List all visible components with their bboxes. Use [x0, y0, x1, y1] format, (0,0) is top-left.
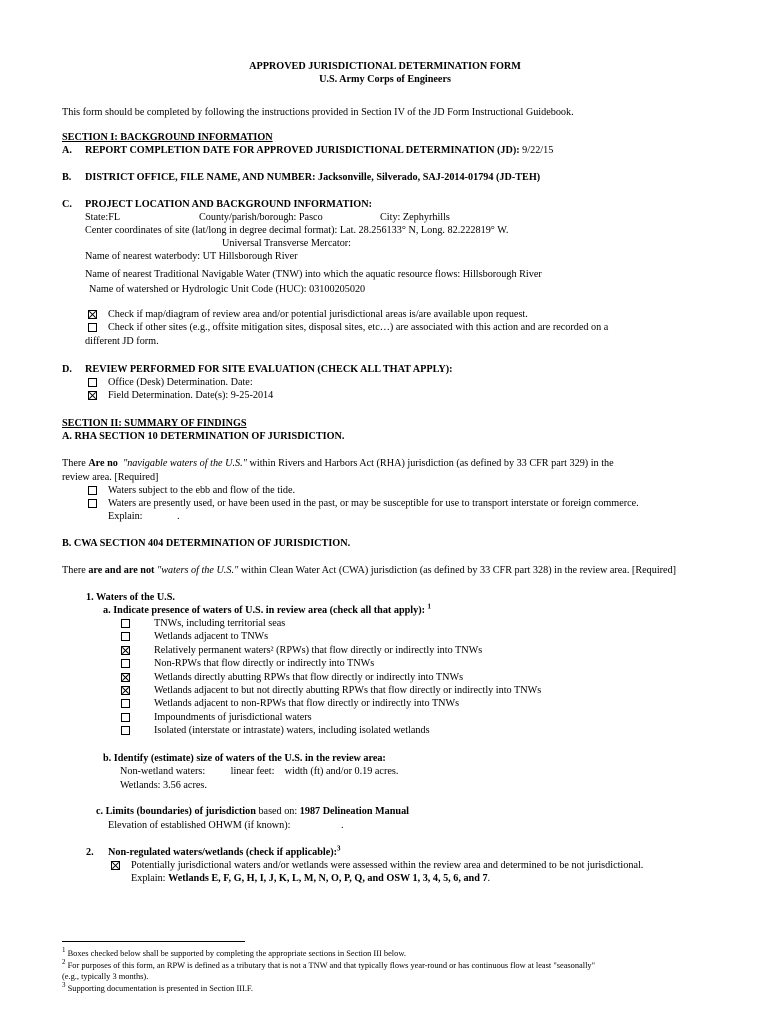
non-jurisdictional-checkbox[interactable]	[111, 861, 120, 870]
item-a-label: A.	[62, 145, 72, 156]
district-label: DISTRICT OFFICE, FILE NAME, AND NUMBER:	[85, 172, 316, 183]
waters-checkbox[interactable]	[121, 659, 130, 668]
ohwm-label: Elevation of established OHWM (if known):	[108, 820, 291, 831]
rha-italic: "navigable waters of the U.S."	[122, 458, 247, 469]
item2-number: 2.	[86, 847, 94, 858]
project-location-heading: PROJECT LOCATION AND BACKGROUND INFORMATION:	[85, 199, 372, 210]
rha-post: within Rivers and Harbors Act (RHA) jurisdiction (as defined by 33 CFR part 329) in the	[246, 458, 614, 469]
footnote-ref-3: 3	[337, 844, 341, 853]
waters-option-label: Wetlands adjacent to but not directly abutting RPWs that flow directly or indirectly into TNWs	[154, 685, 542, 696]
item1-heading: 1. Waters of the U.S.	[86, 592, 175, 603]
waters-checkbox[interactable]	[121, 726, 130, 735]
footnote-3	[62, 981, 254, 995]
item1a-text: a. Indicate presence of waters of U.S. in review area (check all that apply):	[103, 605, 425, 616]
commerce-label: Waters are presently used, or have been used in the past, or may be susceptible for use to transport interstate or foreign commerce.	[108, 498, 639, 509]
nearest-tnw[interactable]: Name of nearest Traditional Navigable Water (TNW) into which the aquatic resource flows: Hillsborough River	[85, 269, 542, 280]
intro-text: This form should be completed by following the instructions provided in Section IV of the JD Form Instructional Guidebook.	[62, 107, 574, 118]
non-jurisdictional-label: Potentially jurisdictional waters and/or wetlands were assessed within the review area and determined to be not jurisdictional.	[131, 860, 644, 871]
state-field[interactable]: State:FL	[85, 212, 121, 223]
item-c-label: C.	[62, 199, 72, 210]
ohwm-value[interactable]: .	[341, 820, 344, 831]
item1a-heading	[103, 604, 431, 617]
item2-text: Non-regulated waters/wetlands (check if applicable):	[108, 847, 338, 858]
item1c-mid: based on:	[255, 806, 300, 817]
waters-option-label: Relatively permanent waters² (RPWs) that flow directly or indirectly into TNWs	[154, 644, 483, 656]
waters-checkbox[interactable]	[121, 686, 130, 695]
waters-option-label: Isolated (interstate or intrastate) waters, including isolated wetlands	[154, 725, 430, 737]
explain-period: .	[487, 873, 491, 884]
form-title: APPROVED JURISDICTIONAL DETERMINATION FORM	[249, 61, 521, 72]
ebb-flow-label: Waters subject to the ebb and flow of the tide.	[108, 485, 296, 496]
footnote-1	[62, 946, 406, 960]
cwa-selection[interactable]: are and are not	[88, 565, 155, 576]
form-subtitle: U.S. Army Corps of Engineers	[319, 74, 451, 85]
other-sites-label: Check if other sites (e.g., offsite mitigation sites, disposal sites, etc…) are associated with this action and are recorded on a	[108, 322, 609, 333]
footnote-3-num: 3	[62, 981, 66, 990]
explain-prefix: Explain:	[131, 873, 169, 884]
report-date-line	[85, 144, 553, 157]
district-line	[85, 171, 540, 184]
item1b-heading: b. Identify (estimate) size of waters of the U.S. in the review area:	[103, 753, 386, 764]
review-performed-heading: REVIEW PERFORMED FOR SITE EVALUATION (CHECK ALL THAT APPLY):	[85, 364, 453, 375]
waters-option-label: TNWs, including territorial seas	[154, 618, 286, 629]
item-d-label: D.	[62, 364, 72, 375]
footnote-2	[62, 958, 596, 972]
waters-option-label: Wetlands adjacent to non-RPWs that flow directly or indirectly into TNWs	[154, 698, 460, 710]
field-determination-checkbox[interactable]	[88, 391, 97, 400]
rha-statement	[62, 457, 614, 470]
rha-selection[interactable]: Are no	[88, 458, 118, 469]
footnote-2-cont: (e.g., typically 3 months).	[62, 972, 149, 981]
footnote-1-num: 1	[62, 946, 66, 955]
watershed-huc[interactable]: Name of watershed or Hydrologic Unit Code (HUC): 03100205020	[89, 284, 366, 295]
item1c-line	[96, 805, 409, 818]
rha-pre: There	[62, 458, 89, 469]
utm-field[interactable]: Universal Transverse Mercator:	[222, 238, 352, 249]
waters-checkbox[interactable]	[121, 646, 130, 655]
footnote-ref-1: 1	[427, 602, 432, 611]
waters-checkbox[interactable]	[121, 713, 130, 722]
wetlands-acres[interactable]: Wetlands: 3.56 acres.	[120, 780, 207, 791]
other-sites-checkbox[interactable]	[88, 323, 97, 332]
footnote-2-num: 2	[62, 958, 66, 967]
office-determination-checkbox[interactable]	[88, 378, 97, 387]
section2-heading: SECTION II: SUMMARY OF FINDINGS	[62, 418, 247, 429]
commerce-checkbox[interactable]	[88, 499, 97, 508]
waters-checkbox[interactable]	[121, 699, 130, 708]
item-b-label: B.	[62, 172, 72, 183]
center-coordinates[interactable]: Center coordinates of site (lat/long in degree decimal format): Lat. 28.256133° N, Long. 82.222819° W.	[85, 225, 509, 236]
county-field[interactable]: County/parish/borough: Pasco	[199, 212, 323, 223]
nearest-waterbody[interactable]: Name of nearest waterbody: UT Hillsborough River	[85, 251, 298, 262]
city-field[interactable]: City: Zephyrhills	[380, 212, 450, 223]
rha-heading: A. RHA SECTION 10 DETERMINATION OF JURISDICTION.	[62, 431, 345, 442]
footnote-3-text: Supporting documentation is presented in Section III.F.	[65, 984, 254, 993]
map-checkbox[interactable]	[88, 310, 97, 319]
report-date-label: REPORT COMPLETION DATE FOR APPROVED JURISDICTIONAL DETERMINATION (JD):	[85, 145, 520, 156]
footnote-divider	[62, 941, 245, 942]
other-sites-label-cont: different JD form.	[85, 336, 159, 347]
cwa-heading: B. CWA SECTION 404 DETERMINATION OF JURISDICTION.	[62, 538, 351, 549]
office-determination-label: Office (Desk) Determination. Date:	[108, 377, 253, 388]
ebb-flow-checkbox[interactable]	[88, 486, 97, 495]
cwa-post: within Clean Water Act (CWA) jurisdiction (as defined by 33 CFR part 328) in the review area. [Required]	[238, 565, 677, 576]
footnote-1-text: Boxes checked below shall be supported by completing the appropriate sections in Section III below.	[65, 949, 406, 958]
delineation-manual[interactable]: 1987 Delineation Manual	[299, 806, 410, 817]
cwa-statement	[62, 564, 676, 577]
waters-option-label: Wetlands adjacent to TNWs	[154, 631, 269, 643]
waters-option-label: Impoundments of jurisdictional waters	[154, 711, 312, 723]
cwa-pre: There	[62, 565, 89, 576]
non-jurisdictional-explain	[131, 872, 490, 885]
non-jurisdictional-wetlands[interactable]: Wetlands E, F, G, H, I, J, K, L, M, N, O, P, Q, and OSW 1, 3, 4, 5, 6, and 7	[168, 873, 488, 884]
district-value[interactable]: Jacksonville, Silverado, SAJ-2014-01794 (JD-TEH)	[318, 172, 541, 183]
explain-label: Explain:	[108, 511, 143, 522]
field-determination-label: Field Determination. Date(s): 9-25-2014	[108, 390, 274, 401]
item2-heading	[108, 846, 341, 859]
rha-statement-line2: review area. [Required]	[62, 472, 159, 483]
waters-checkbox[interactable]	[121, 632, 130, 641]
waters-checkbox[interactable]	[121, 619, 130, 628]
section1-heading: SECTION I: BACKGROUND INFORMATION	[62, 132, 273, 143]
footnote-2-text: For purposes of this form, an RPW is defined as a tributary that is not a TNW and that typically flows year-round or has continuous flow at least "seasonally"	[65, 961, 596, 970]
map-checkbox-label: Check if map/diagram of review area and/or potential jurisdictional areas is/are available upon request.	[108, 309, 528, 320]
item1c-label: c. Limits (boundaries) of jurisdiction	[96, 806, 256, 817]
report-date-value[interactable]: 9/22/15	[522, 145, 554, 156]
nonwetland-waters[interactable]: Non-wetland waters: linear feet: width (ft) and/or 0.19 acres.	[120, 766, 399, 777]
waters-option-label: Wetlands directly abutting RPWs that flow directly or indirectly into TNWs	[154, 671, 464, 683]
waters-checkbox[interactable]	[121, 673, 130, 682]
explain-value[interactable]: .	[177, 511, 180, 522]
cwa-italic: "waters of the U.S."	[156, 565, 239, 576]
waters-option-label: Non-RPWs that flow directly or indirectly into TNWs	[154, 658, 375, 670]
